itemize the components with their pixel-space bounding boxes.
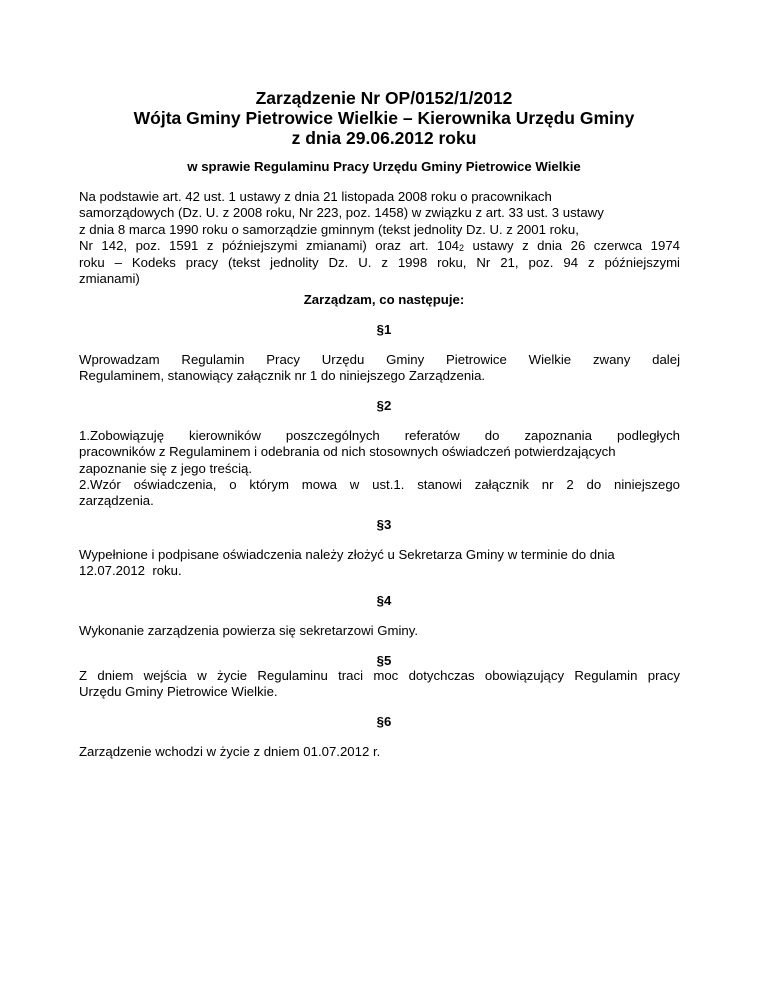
- preamble-line: zmianami): [79, 271, 140, 287]
- section-body-5: [79, 668, 680, 701]
- section-body-6: [79, 744, 680, 760]
- section-mark-6: §6: [376, 714, 392, 729]
- section-line: 2.Wzór oświadczenia, o którym mowa w ust.1. stanowi załącznik nr 2 do niniejszego: [79, 476, 680, 492]
- section-body-1: [79, 352, 680, 385]
- preamble-line-part: Nr 142, poz. 1591 z późniejszymi zmianami) oraz art. 104: [79, 237, 459, 253]
- preamble-line-with-sub: [79, 238, 680, 255]
- document-title-line-3: z dnia 29.06.2012 roku: [291, 128, 477, 148]
- section-mark-5: §5: [376, 653, 392, 668]
- section-body-4: [79, 623, 680, 639]
- section-line: 12.07.2012 roku.: [79, 563, 182, 579]
- preamble-line: z dnia 8 marca 1990 roku o samorządzie gminnym (tekst jednolity Dz. U. z 2001 roku,: [79, 221, 579, 237]
- preamble: [79, 189, 680, 288]
- section-mark-2: §2: [376, 398, 392, 413]
- preamble-line: Na podstawie art. 42 ust. 1 ustawy z dnia 21 listopada 2008 roku o pracownikach: [79, 189, 552, 204]
- section-line: Wypełnione i podpisane oświadczenia należy złożyć u Sekretarza Gminy w terminie do dnia: [79, 547, 615, 562]
- section-line: Wykonanie zarządzenia powierza się sekretarzowi Gminy.: [79, 623, 418, 638]
- section-mark-4: §4: [376, 593, 392, 608]
- section-line: Regulaminem, stanowiący załącznik nr 1 do niniejszego Zarządzenia.: [79, 368, 486, 384]
- section-mark-3: §3: [376, 517, 392, 532]
- article-subscript: 2: [459, 242, 465, 253]
- section-line: Wprowadzam Regulamin Pracy Urzędu Gminy Pietrowice Wielkie zwany dalej: [79, 352, 680, 367]
- section-line: Zarządzenie wchodzi w życie z dniem 01.07.2012 r.: [79, 744, 381, 759]
- preamble-line: samorządowych (Dz. U. z 2008 roku, Nr 223, poz. 1458) w związku z art. 33 ust. 3 ustawy: [79, 205, 604, 221]
- section-line: Z dniem wejścia w życie Regulaminu traci moc dotychczas obowiązujący Regulamin pracy: [79, 668, 680, 683]
- section-mark-1: §1: [376, 322, 392, 337]
- section-body-3: [79, 547, 680, 580]
- preamble-line-part: ustawy z dnia 26 czerwca 1974: [464, 237, 680, 253]
- document-subject: w sprawie Regulaminu Pracy Urzędu Gminy Pietrowice Wielkie: [187, 159, 581, 174]
- preamble-line: roku – Kodeks pracy (tekst jednolity Dz. U. z 1998 roku, Nr 21, poz. 94 z późniejszymi: [79, 255, 680, 271]
- section-line: 1.Zobowiązuję kierowników poszczególnych referatów do zapoznania podległych: [79, 428, 680, 443]
- enacting-clause: Zarządzam, co następuje:: [303, 292, 465, 307]
- section-body-2: [79, 428, 680, 509]
- section-line: Urzędu Gminy Pietrowice Wielkie.: [79, 684, 278, 700]
- document-title-line-1: Zarządzenie Nr OP/0152/1/2012: [255, 88, 513, 108]
- section-line: zarządzenia.: [79, 493, 154, 509]
- section-line: zapoznanie się z jego treścią.: [79, 460, 253, 476]
- section-line: pracowników z Regulaminem i odebrania od nich stosownych oświadczeń potwierdzających: [79, 444, 616, 460]
- document-title-line-2: Wójta Gminy Pietrowice Wielkie – Kierownika Urzędu Gminy: [133, 108, 635, 128]
